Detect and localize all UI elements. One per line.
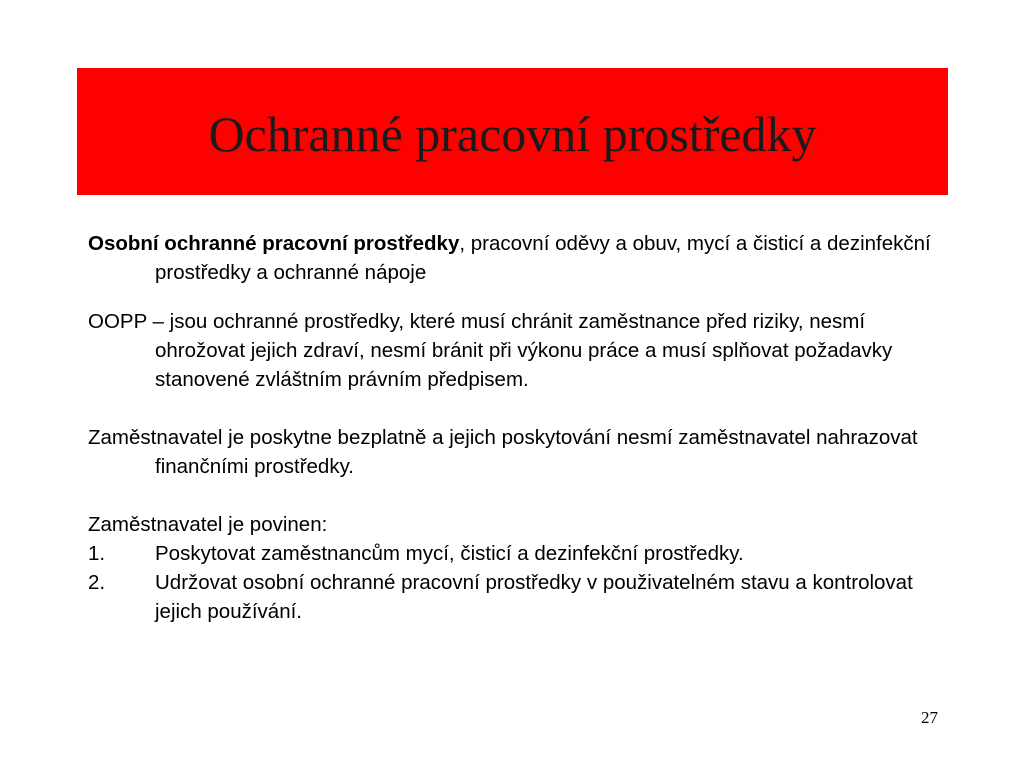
slide-title: Ochranné pracovní prostředky (208, 105, 817, 162)
title-banner (77, 68, 948, 195)
slide-body (88, 229, 948, 626)
bold-term: Osobní ochranné pracovní prostředky (88, 232, 460, 255)
list-number: 2. (88, 571, 106, 594)
paragraph-employer-obliged: Zaměstnavatel je povinen: (88, 513, 328, 536)
page-number: 27 (921, 708, 938, 727)
paragraph-oopp: OOPP – jsou ochranné prostředky, které musí chránit zaměstnance před riziky, nesmí ohrožovat jejich zdraví, nesmí bránit při výkonu práce a musí splňovat požadavky stanovené zvláštním právním předpisem. (88, 310, 893, 391)
paragraph-employer-free: Zaměstnavatel je poskytne bezplatně a jejich poskytování nesmí zaměstnavatel nahrazovat finančními prostředky. (88, 426, 918, 478)
list-item (88, 539, 948, 568)
paragraph-ppe-definition (88, 229, 948, 287)
paragraph-rest: , pracovní oděvy a obuv, mycí a čisticí a dezinfekční prostředky a ochranné nápoje (155, 232, 931, 284)
list-number: 1. (88, 542, 106, 565)
list-text: Poskytovat zaměstnancům mycí, čisticí a dezinfekční prostředky. (155, 542, 744, 565)
list-item (88, 568, 948, 626)
list-text: Udržovat osobní ochranné pracovní prostředky v použivatelném stavu a kontrolovat jejich používání. (155, 571, 913, 623)
